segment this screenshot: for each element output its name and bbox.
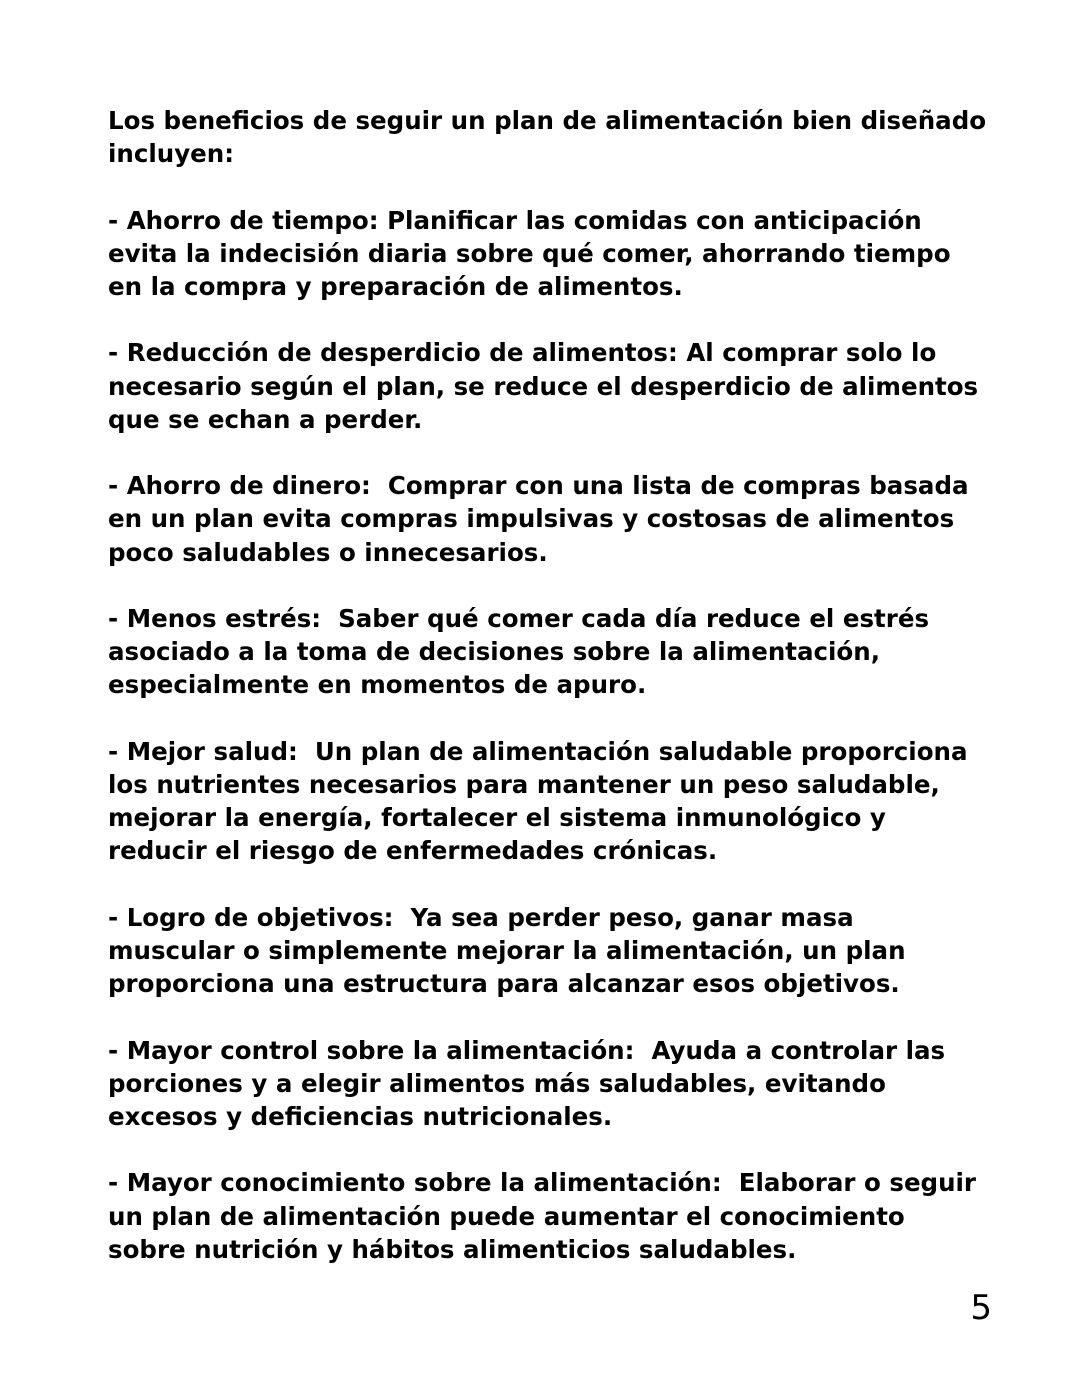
- benefit-less-stress: - Menos estrés: Saber qué comer cada día reduce el estrés asociado a la toma de decisiones sobre la alimentación, especialmente en momentos de apuro.: [108, 603, 938, 700]
- benefit-knowledge: - Mayor conocimiento sobre la alimentación: Elaborar o seguir un plan de alimentación puede aumentar el conocimiento sobre nutrición y hábitos alimenticios saludables.: [108, 1168, 985, 1264]
- benefit-time-saving: - Ahorro de tiempo: Planificar las comidas con anticipación evita la indecisión diaria sobre qué comer, ahorrando tiempo en la compra y preparación de alimentos.: [108, 205, 960, 301]
- benefit-goals: - Logro de objetivos: Ya sea perder peso, ganar masa muscular o simplemente mejorar la alimentación, un plan proporciona una estructura para alcanzar esos objetivos.: [108, 902, 915, 999]
- intro-paragraph: Los beneficios de seguir un plan de alimentación bien diseñado incluyen:: [108, 106, 995, 169]
- benefit-money-saving: - Ahorro de dinero: Comprar con una lista de compras basada en un plan evita compras impulsivas y costosas de alimentos poco saludables o innecesarios.: [108, 471, 978, 567]
- benefit-waste-reduction: - Reducción de desperdicio de alimentos: Al comprar solo lo necesario según el plan, se reduce el desperdicio de alimentos que se echan a perder.: [108, 338, 987, 434]
- page-number: 5: [970, 1288, 992, 1328]
- document-body: [108, 104, 995, 1299]
- benefit-control: - Mayor control sobre la alimentación: Ayuda a controlar las porciones y a elegir alimentos más saludables, evitando excesos y deficiencias nutricionales.: [108, 1035, 954, 1131]
- benefit-better-health: - Mejor salud: Un plan de alimentación saludable proporciona los nutrientes necesarios para mantener un peso saludable, mejorar la energía, fortalecer el sistema inmunológico y reducir el riesgo de enfermedades crónicas.: [108, 736, 977, 866]
